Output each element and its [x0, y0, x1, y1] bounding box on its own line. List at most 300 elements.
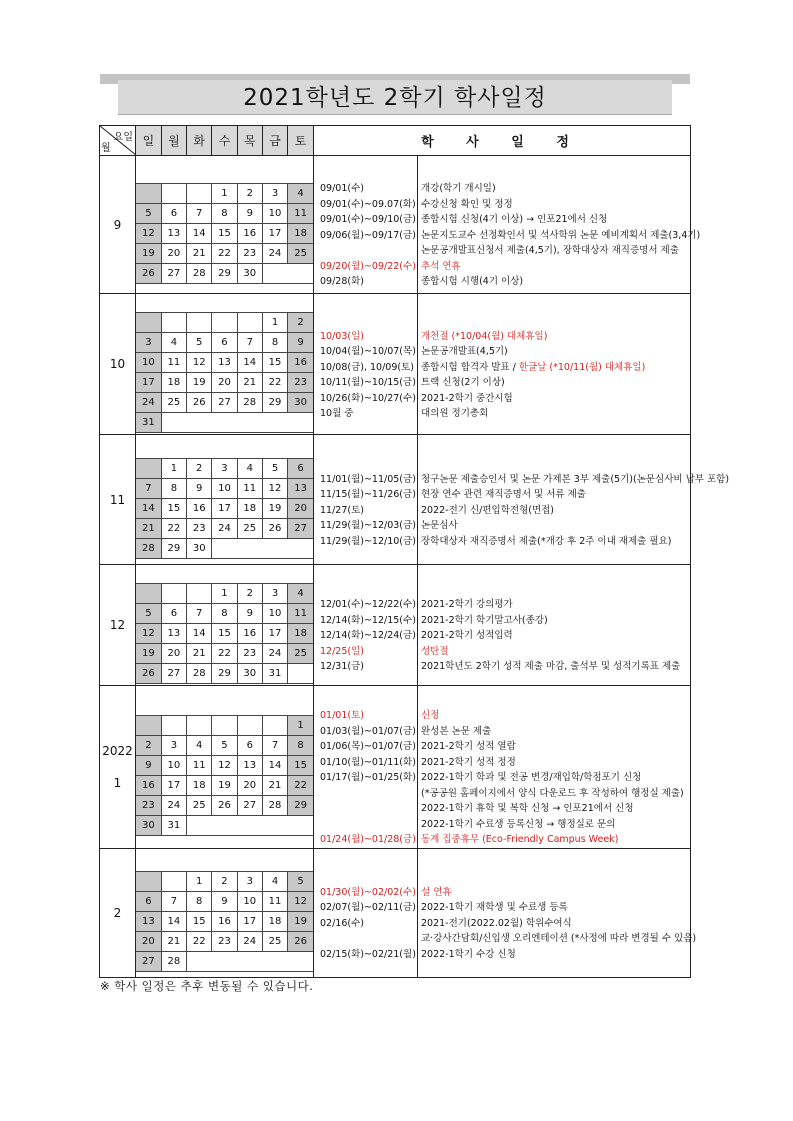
- calendar-day: 14: [187, 624, 212, 644]
- calendar-day: 17: [262, 624, 287, 644]
- calendar-day: 11: [288, 604, 313, 624]
- calendar-day: 11: [187, 755, 212, 775]
- calendar-day: 6: [288, 458, 313, 478]
- calendar-day: 18: [187, 775, 212, 795]
- event-text: 대의원 정기총회: [421, 408, 489, 419]
- event-descriptions: [418, 156, 701, 294]
- calendar-day: 26: [136, 263, 161, 283]
- event-text: 논문공개발표(4,5기): [421, 346, 508, 357]
- calendar-day: 14: [161, 911, 186, 931]
- calendar-day: [288, 815, 313, 835]
- calendar-day: 1: [187, 871, 212, 891]
- event-dates: [314, 686, 418, 849]
- month-calendar: [136, 686, 314, 849]
- calendar-day: 13: [136, 911, 161, 931]
- calendar-day: 4: [288, 183, 313, 203]
- month-label: 12: [100, 565, 136, 686]
- calendar-day: 11: [237, 478, 262, 498]
- event-date: 10/03(일): [320, 330, 364, 342]
- calendar-day: 28: [161, 951, 186, 971]
- calendar-day: 12: [288, 891, 313, 911]
- event-date: 10/26(화)~10/27(수): [320, 392, 416, 404]
- corner-month-label: 월: [101, 143, 111, 154]
- calendar-day: 25: [237, 518, 262, 538]
- event-text: 2021-2학기 성적 열람: [421, 741, 516, 752]
- event-date: 01/24(월)~01/28(금): [320, 834, 416, 845]
- title-bar: [100, 74, 690, 114]
- event-text: 2021-전기(2022.02월) 학위수여식: [421, 917, 572, 929]
- month-calendar: [136, 435, 314, 565]
- schedule-table: [99, 125, 730, 978]
- calendar-day: 9: [212, 891, 237, 911]
- calendar-day: 26: [262, 518, 287, 538]
- calendar-day: [262, 263, 287, 283]
- calendar-day: [262, 538, 287, 558]
- calendar-day: [136, 458, 161, 478]
- calendar-day: 22: [288, 775, 313, 795]
- calendar-day: 29: [161, 538, 186, 558]
- calendar-day: 21: [262, 775, 287, 795]
- calendar-day: 26: [187, 393, 212, 413]
- event-text: 2021-2학기 학기말고사(종강): [421, 614, 548, 626]
- schedule-header: 학 사 일 정: [314, 126, 691, 156]
- month-row: [100, 435, 691, 565]
- calendar-day: 19: [136, 644, 161, 664]
- event-descriptions: [418, 565, 691, 686]
- calendar-day: [187, 715, 212, 735]
- calendar-day: 8: [288, 735, 313, 755]
- calendar-day: 15: [212, 624, 237, 644]
- month-calendar: [136, 848, 314, 977]
- calendar-day: 16: [237, 223, 262, 243]
- calendar-day: 22: [187, 931, 212, 951]
- calendar-day: 27: [161, 664, 186, 684]
- calendar-day: 31: [161, 815, 186, 835]
- month-row: [100, 848, 691, 977]
- calendar-day: 4: [262, 871, 287, 891]
- calendar-day: 4: [237, 458, 262, 478]
- event-text: 추석 연휴: [421, 260, 461, 272]
- calendar-day: 21: [136, 518, 161, 538]
- calendar-day: 9: [136, 755, 161, 775]
- event-text: 장학대상자 재직증명서 제출(*개강 후 2주 이내 재제출 필요): [421, 535, 672, 547]
- month-calendar: [136, 156, 314, 294]
- calendar-day: 11: [161, 353, 186, 373]
- calendar-day: 18: [288, 223, 313, 243]
- calendar-day: 30: [136, 815, 161, 835]
- event-text: 2022-1학기 학과 및 전공 변경/재입학/학점포기 신청: [421, 772, 642, 783]
- event-date: 09/01(수)~09/10(금): [320, 214, 416, 226]
- calendar-day: [212, 715, 237, 735]
- calendar-day: 7: [237, 333, 262, 353]
- month-calendar: [136, 565, 314, 686]
- calendar-day: 15: [161, 498, 186, 518]
- calendar-day: [136, 313, 161, 333]
- event-date: [314, 817, 417, 833]
- calendar-day: 12: [187, 353, 212, 373]
- calendar-day: [212, 313, 237, 333]
- calendar-day: 13: [212, 353, 237, 373]
- event-date: 09/28(화): [320, 276, 364, 288]
- calendar-day: 30: [288, 393, 313, 413]
- calendar-day: 25: [161, 393, 186, 413]
- event-date: 12/25(일): [320, 645, 364, 657]
- calendar-day: 5: [136, 604, 161, 624]
- calendar-day: 15: [187, 911, 212, 931]
- calendar-day: 10: [161, 755, 186, 775]
- calendar-day: 15: [262, 353, 287, 373]
- calendar-day: 27: [161, 263, 186, 283]
- event-descriptions: [418, 686, 691, 849]
- calendar-day: 28: [237, 393, 262, 413]
- event-text: 2022-1학기 재학생 및 수료생 등록: [421, 902, 568, 914]
- calendar-day: 5: [187, 333, 212, 353]
- weekday-3: 수: [212, 126, 237, 155]
- calendar-day: 23: [237, 644, 262, 664]
- calendar-day: 20: [161, 644, 186, 664]
- calendar-day: 16: [237, 624, 262, 644]
- calendar-day: 22: [161, 518, 186, 538]
- event-dates: [314, 294, 418, 435]
- calendar-day: 24: [136, 393, 161, 413]
- calendar-day: 2: [237, 183, 262, 203]
- month-label: 2: [100, 848, 136, 977]
- calendar-day: 13: [237, 755, 262, 775]
- event-text: 논문지도교수 선정확인서 및 석사학위 논문 예비계획서 제출(3,4기): [421, 229, 701, 241]
- calendar-day: 21: [161, 931, 186, 951]
- event-date: 10/04(월)~10/07(목): [320, 346, 416, 357]
- event-text: 2021-2학기 강의평가: [421, 599, 513, 611]
- event-date: 09/06(월)~09/17(금): [320, 229, 416, 241]
- event-date: 12/31(금): [320, 661, 364, 673]
- corner-day-label: 요일: [113, 132, 133, 143]
- event-date: 11/27(토): [320, 504, 364, 516]
- calendar-day: 9: [187, 478, 212, 498]
- calendar-day: [288, 664, 313, 684]
- calendar-day: 24: [237, 931, 262, 951]
- calendar-day: 18: [288, 624, 313, 644]
- calendar-day: 13: [161, 624, 186, 644]
- event-text: 설 연휴: [421, 886, 452, 898]
- calendar-day: 5: [288, 871, 313, 891]
- calendar-day: 24: [262, 644, 287, 664]
- calendar-day: 15: [212, 223, 237, 243]
- calendar-day: [136, 871, 161, 891]
- calendar-day: [288, 951, 313, 971]
- calendar-day: [262, 951, 287, 971]
- month-row: [100, 294, 691, 435]
- calendar-day: 7: [161, 891, 186, 911]
- weekday-5: 금: [262, 126, 287, 155]
- event-dates: [314, 848, 418, 977]
- calendar-day: 13: [161, 223, 186, 243]
- event-date: 01/30(월)~02/02(수): [320, 886, 416, 898]
- event-text: 2022-1학기 수료생 등록신청 → 행정실로 문의: [421, 818, 616, 830]
- calendar-day: 8: [212, 203, 237, 223]
- calendar-day: 10: [262, 604, 287, 624]
- calendar-day: 3: [212, 458, 237, 478]
- calendar-day: 25: [288, 243, 313, 263]
- calendar-day: [237, 413, 262, 433]
- calendar-day: 20: [288, 498, 313, 518]
- event-text: 개천절 (*10/04(월) 대체휴일): [421, 330, 548, 342]
- calendar-day: 19: [136, 243, 161, 263]
- calendar-day: 1: [288, 715, 313, 735]
- event-date: 09/01(수)~09.07(화): [320, 198, 416, 210]
- calendar-day: [161, 584, 186, 604]
- event-text: 수강신청 확인 및 정정: [421, 198, 513, 210]
- calendar-day: 6: [212, 333, 237, 353]
- calendar-day: [187, 584, 212, 604]
- calendar-day: 21: [237, 373, 262, 393]
- calendar-day: [212, 538, 237, 558]
- calendar-day: 12: [212, 755, 237, 775]
- calendar-day: 2: [288, 313, 313, 333]
- calendar-day: [161, 313, 186, 333]
- event-text: 동계 집중휴무 (Eco-Friendly Campus Week): [421, 834, 619, 845]
- calendar-day: 25: [288, 644, 313, 664]
- calendar-day: 14: [262, 755, 287, 775]
- calendar-day: 16: [187, 498, 212, 518]
- calendar-day: 26: [288, 931, 313, 951]
- calendar-day: [212, 951, 237, 971]
- calendar-day: 3: [262, 584, 287, 604]
- month-label: 9: [100, 156, 136, 294]
- calendar-day: 26: [136, 664, 161, 684]
- calendar-day: 24: [161, 795, 186, 815]
- calendar-day: 5: [262, 458, 287, 478]
- event-date: 10/08(금), 10/09(토): [320, 361, 414, 373]
- calendar-day: 4: [288, 584, 313, 604]
- calendar-day: 21: [187, 644, 212, 664]
- calendar-day: 3: [136, 333, 161, 353]
- calendar-day: 2: [212, 871, 237, 891]
- event-text: 신정: [421, 710, 440, 721]
- calendar-day: 7: [187, 203, 212, 223]
- calendar-day: 9: [288, 333, 313, 353]
- calendar-day: 5: [136, 203, 161, 223]
- footnote: ※ 학사 일정은 추후 변동될 수 있습니다.: [100, 979, 314, 993]
- month-label: 2022 1: [100, 686, 136, 849]
- calendar-day: 6: [161, 203, 186, 223]
- calendar-day: [161, 871, 186, 891]
- calendar-day: 27: [237, 795, 262, 815]
- event-date: 01/06(목)~01/07(금): [320, 741, 416, 752]
- calendar-day: 14: [187, 223, 212, 243]
- calendar-day: 2: [187, 458, 212, 478]
- calendar-day: 29: [212, 263, 237, 283]
- calendar-day: 25: [187, 795, 212, 815]
- calendar-day: 8: [262, 333, 287, 353]
- calendar-day: 4: [161, 333, 186, 353]
- calendar-day: 28: [187, 263, 212, 283]
- calendar-day: 20: [136, 931, 161, 951]
- calendar-day: 27: [212, 393, 237, 413]
- calendar-day: 28: [136, 538, 161, 558]
- calendar-day: 22: [262, 373, 287, 393]
- event-date: 12/01(수)~12/22(수): [320, 599, 416, 611]
- calendar-day: 19: [212, 775, 237, 795]
- calendar-day: [262, 815, 287, 835]
- event-descriptions: [418, 435, 730, 565]
- calendar-day: 30: [237, 263, 262, 283]
- weekday-6: 토: [288, 126, 313, 155]
- calendar-day: [288, 413, 313, 433]
- calendar-day: 9: [237, 203, 262, 223]
- calendar-day: 31: [136, 413, 161, 433]
- calendar-day: 17: [136, 373, 161, 393]
- event-text: 2021-2학기 성적입력: [421, 630, 513, 642]
- calendar-day: 10: [237, 891, 262, 911]
- event-date: [314, 243, 417, 259]
- event-date: 10월 중: [320, 408, 354, 419]
- event-text: 종합시험 신청(4기 이상) → 인포21에서 신청: [421, 214, 608, 226]
- calendar-day: 6: [237, 735, 262, 755]
- calendar-day: 29: [212, 664, 237, 684]
- calendar-day: 18: [262, 911, 287, 931]
- calendar-day: [212, 413, 237, 433]
- event-date: 09/01(수): [320, 183, 364, 195]
- event-date: 09/20(월)~09/22(수): [320, 260, 416, 272]
- calendar-day: 8: [161, 478, 186, 498]
- event-date: 01/17(월)~01/25(화): [320, 772, 416, 783]
- weekday-2: 화: [187, 126, 212, 155]
- event-date: 11/01(월)~11/05(금): [320, 473, 416, 485]
- event-date: 01/10(월)~01/11(화): [320, 756, 416, 768]
- calendar-day: 18: [161, 373, 186, 393]
- calendar-day: 14: [237, 353, 262, 373]
- calendar-day: 7: [187, 604, 212, 624]
- calendar-day: [161, 715, 186, 735]
- calendar-day: [187, 413, 212, 433]
- calendar-day: [161, 413, 186, 433]
- event-text: 2021학년도 2학기 성적 제출 마감, 출석부 및 성적기록표 제출: [421, 661, 681, 673]
- event-descriptions: [418, 848, 697, 977]
- calendar-day: [237, 951, 262, 971]
- event-date: 01/01(토): [320, 710, 364, 721]
- calendar-day: 19: [262, 498, 287, 518]
- event-date: 11/29(월)~12/10(금): [320, 535, 416, 547]
- calendar-day: [136, 183, 161, 203]
- calendar-day: 2: [136, 735, 161, 755]
- calendar-day: 1: [262, 313, 287, 333]
- calendar-day: 26: [212, 795, 237, 815]
- calendar-day: 23: [288, 373, 313, 393]
- month-label: 11: [100, 435, 136, 565]
- calendar-day: [212, 815, 237, 835]
- event-text: 트랙 신청(2기 이상): [421, 377, 505, 388]
- event-date: 11/29(월)~12/03(금): [320, 520, 416, 532]
- calendar-day: 3: [161, 735, 186, 755]
- calendar-day: 19: [288, 911, 313, 931]
- calendar-day: 16: [212, 911, 237, 931]
- event-text: 완성본 논문 제출: [421, 725, 492, 737]
- calendar-day: 8: [212, 604, 237, 624]
- calendar-day: 23: [212, 931, 237, 951]
- calendar-day: 23: [136, 795, 161, 815]
- calendar-day: [237, 815, 262, 835]
- calendar-day: 27: [288, 518, 313, 538]
- corner-cell: [100, 126, 136, 156]
- event-text: 교·강사간담회/신입생 오리엔테이션 (*사정에 따라 변경될 수 있음): [421, 933, 697, 945]
- calendar-day: 16: [288, 353, 313, 373]
- event-text: 성탄절: [421, 645, 449, 657]
- calendar-day: [187, 313, 212, 333]
- event-text: 논문공개발표신청서 제출(4,5기), 장학대상자 재직증명서 제출: [421, 245, 679, 257]
- calendar-day: 25: [262, 931, 287, 951]
- event-text: 2022-전기 신/편입학전형(면접): [421, 504, 555, 516]
- calendar-day: [187, 951, 212, 971]
- weekday-1: 월: [161, 126, 186, 155]
- calendar-day: 30: [237, 664, 262, 684]
- calendar-day: 29: [288, 795, 313, 815]
- calendar-day: 9: [237, 604, 262, 624]
- calendar-day: 29: [262, 393, 287, 413]
- calendar-day: 17: [212, 498, 237, 518]
- calendar-day: 12: [262, 478, 287, 498]
- calendar-day: 4: [187, 735, 212, 755]
- calendar-day: 20: [237, 775, 262, 795]
- event-date: [314, 931, 417, 947]
- calendar-day: 1: [212, 584, 237, 604]
- event-date: [314, 801, 417, 817]
- calendar-day: 21: [187, 243, 212, 263]
- calendar-day: 10: [136, 353, 161, 373]
- calendar-day: [237, 538, 262, 558]
- month-row: [100, 565, 691, 686]
- calendar-day: 7: [262, 735, 287, 755]
- event-dates: [314, 156, 418, 294]
- calendar-day: 3: [237, 871, 262, 891]
- calendar-day: [136, 715, 161, 735]
- event-text: (*공공원 홈페이지에서 양식 다운로드 후 작성하여 행정실 제출): [421, 787, 684, 799]
- calendar-day: 8: [187, 891, 212, 911]
- event-date: 01/03(월)~01/07(금): [320, 725, 416, 737]
- event-descriptions: [418, 294, 691, 435]
- calendar-day: 22: [212, 644, 237, 664]
- event-text: 현장 연수 관련 재직증명서 및 서류 제출: [421, 489, 586, 501]
- event-text: 2022-1학기 수강 신청: [421, 948, 516, 960]
- event-dates: [314, 435, 418, 565]
- calendar-day: 20: [161, 243, 186, 263]
- event-text: 2022-1학기 휴학 및 복학 신청 → 인포21에서 신청: [421, 803, 634, 814]
- calendar-day: 3: [262, 183, 287, 203]
- calendar-day: 24: [212, 518, 237, 538]
- calendar-day: 10: [262, 203, 287, 223]
- calendar-day: 14: [136, 498, 161, 518]
- event-date: 11/15(월)~11/26(금): [320, 489, 416, 501]
- event-text: 개강(학기 개시일): [421, 183, 496, 195]
- calendar-day: 18: [237, 498, 262, 518]
- calendar-day: 28: [262, 795, 287, 815]
- weekday-4: 목: [237, 126, 262, 155]
- event-text: 종합시험 합격자 발표 / 한글날 (*10/11(월) 대체휴일): [421, 361, 646, 373]
- calendar-day: 11: [288, 203, 313, 223]
- calendar-day: 22: [212, 243, 237, 263]
- calendar-day: 13: [288, 478, 313, 498]
- calendar-day: 6: [136, 891, 161, 911]
- calendar-day: [288, 263, 313, 283]
- calendar-day: [262, 715, 287, 735]
- event-date: [314, 786, 417, 802]
- calendar-day: 6: [161, 604, 186, 624]
- weekday-header: [136, 126, 314, 156]
- calendar-day: 7: [136, 478, 161, 498]
- calendar-day: 12: [136, 223, 161, 243]
- month-row: [100, 686, 691, 849]
- event-text: 2021-2학기 성적 정정: [421, 756, 516, 768]
- calendar-day: [237, 313, 262, 333]
